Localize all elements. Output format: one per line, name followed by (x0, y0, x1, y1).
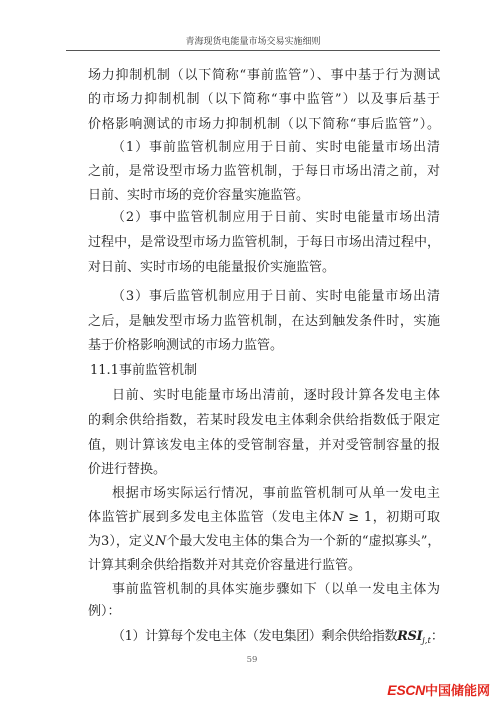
line-text: 为3），定义 (88, 534, 155, 549)
paragraph-line (88, 509, 440, 527)
paragraph-line: （2）事中监管机制应用于日前、实时电能量市场出清 (112, 210, 440, 225)
paragraph-line: 值，则计算该发电主体的受管制容量，并对受管制容量的报 (88, 438, 440, 453)
math-variable-n: N (154, 534, 166, 549)
line-text: ，初期可取 (372, 510, 440, 525)
paragraph-line: 之后，是触发型市场力监管机制，在达到触发条件时，实施 (88, 314, 440, 329)
watermark-logo (387, 681, 490, 699)
line-text: ： (430, 629, 444, 644)
watermark-brand: ESCN (387, 682, 425, 698)
paragraph-line: 根据市场实际运行情况，事前监管机制可从单一发电主 (112, 486, 440, 501)
paragraph-line: 例）： (88, 604, 121, 619)
page-number: 59 (246, 655, 258, 665)
paragraph-line: 事前监管机制的具体实施步骤如下（以单一发电主体为 (112, 582, 440, 597)
math-variable-rsi: RSI (397, 629, 423, 644)
paragraph-line: 价进行替换。 (88, 462, 167, 477)
section-heading: 11.1事前监管机制 (90, 363, 197, 378)
line-text: 体监管扩展到多发电主体监管（发电主体 (88, 510, 333, 525)
running-header (66, 36, 440, 48)
math-inequality: ≥ 1 (343, 510, 373, 525)
paragraph-line: 日前、实时电能量市场出清前，逐时段计算各发电主体 (112, 388, 440, 403)
header-rule (66, 50, 440, 51)
line-text: 个最大发电主体的集合为一个新的“虚拟寡头”， (165, 534, 441, 549)
header-title: 青海现货电能量市场交易实施细则 (185, 37, 321, 47)
math-variable-n: N (332, 510, 344, 525)
paragraph-line: 的剩余供给指数，若某时段发电主体剩余供给指数低于限定 (88, 413, 440, 428)
paragraph-line: 之前，是常设型市场力监管机制，于每日市场出清之前，对 (88, 164, 440, 179)
paragraph-line: 计算其剩余供给指数并对其竞价容量进行监管。 (88, 558, 362, 573)
paragraph-line: （1）事前监管机制应用于日前、实时电能量市场出清 (112, 140, 440, 155)
paragraph-line: 日前、实时市场的竞价容量实施监管。 (88, 188, 310, 203)
paragraph-line (88, 533, 440, 551)
paragraph-line: （3）事后监管机制应用于日前、实时电能量市场出清 (112, 289, 440, 304)
paragraph-line: 对日前、实时市场的电能量报价实施监管。 (88, 260, 336, 275)
paragraph-line: 的市场力抑制机制（以下简称“事中监管”）以及事后基于 (88, 92, 440, 107)
watermark-name: 中国储能网 (424, 684, 490, 699)
line-text: （1）计算每个发电主体（发电集团）剩余供给指数 (112, 629, 398, 644)
paragraph-line (112, 628, 444, 646)
paragraph-line: 过程中，是常设型市场力监管机制，于每日市场出清过程中， (88, 235, 440, 250)
math-subscript: j,t (422, 636, 431, 646)
paragraph-line: 价格影响测试的市场力抑制机制（以下简称“事后监管”）。 (88, 117, 440, 132)
paragraph-line: 场力抑制机制（以下简称“事前监管”）、事中基于行为测试 (88, 68, 440, 83)
paragraph-line: 基于价格影响测试的市场力监管。 (88, 338, 284, 353)
